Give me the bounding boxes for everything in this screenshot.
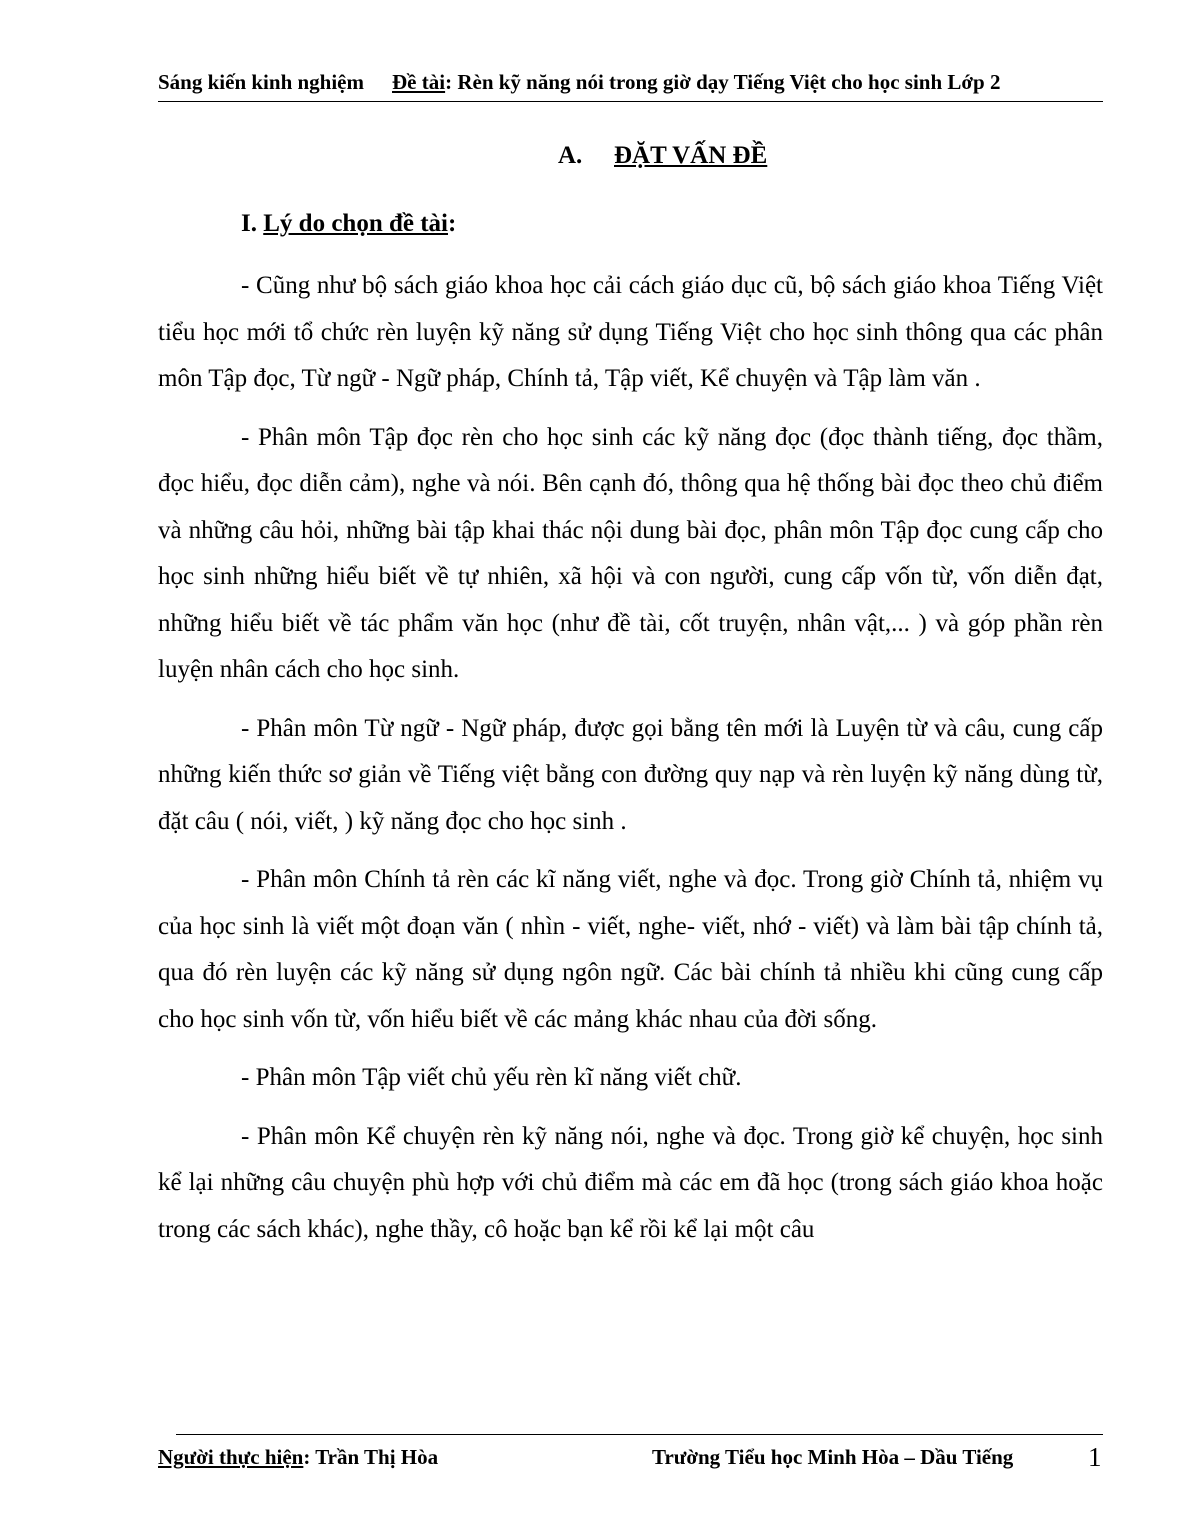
header-topic-text: : Rèn kỹ năng nói trong giờ dạy Tiếng Việt cho học sinh Lớp 2 xyxy=(445,70,1001,94)
page-footer xyxy=(158,1442,1103,1472)
footer-divider xyxy=(176,1434,1103,1435)
header-topic xyxy=(392,70,1000,94)
footer-author-name: : Trần Thị Hòa xyxy=(303,1445,439,1469)
subsection-number: I. xyxy=(241,210,264,237)
footer-author-label: Người thực hiện xyxy=(158,1445,304,1469)
section-number: A. xyxy=(558,142,583,169)
footer-author xyxy=(158,1445,438,1469)
header-doc-type: Sáng kiến kinh nghiệm xyxy=(158,70,365,94)
footer-school: Trường Tiểu học Minh Hòa – Dầu Tiếng xyxy=(652,1445,1014,1469)
subsection-colon: : xyxy=(448,210,457,237)
paragraph: - Phân môn Chính tả rèn các kĩ năng viết, nghe và đọc. Trong giờ Chính tả, nhiệm vụ của học sinh là viết một đoạn văn ( nhìn - viết, nghe- viết, nhớ - viết) và làm bài tập chính tả, qua đó rèn luyện các kỹ năng sử dụng ngôn ngữ. Các bài chính tả nhiều khi cũng cung cấp cho học sinh vốn từ, vốn hiểu biết về các mảng khác nhau của đời sống. xyxy=(158,866,1103,1033)
subsection-title: Lý do chọn đề tài xyxy=(263,210,448,237)
paragraph: - Phân môn Tập đọc rèn cho học sinh các kỹ năng đọc (đọc thành tiếng, đọc thầm, đọc hiểu, đọc diễn cảm), nghe và nói. Bên cạnh đó, thông qua hệ thống bài đọc theo chủ điểm và những câu hỏi, những bài tập khai thác nội dung bài đọc, phân môn Tập đọc cung cấp cho học sinh những hiểu biết về tự nhiên, xã hội và con người, cung cấp vốn từ, vốn diễn đạt, những hiểu biết về tác phẩm văn học (như đề tài, cốt truyện, nhân vật,... ) và góp phần rèn luyện nhân cách cho học sinh. xyxy=(158,423,1103,683)
body-text xyxy=(158,263,1103,1265)
paragraph: - Phân môn Tập viết chủ yếu rèn kĩ năng viết chữ. xyxy=(241,1064,742,1091)
paragraph: - Phân môn Kể chuyện rèn kỹ năng nói, nghe và đọc. Trong giờ kể chuyện, học sinh kể lại những câu chuyện phù hợp với chủ điểm mà các em đã học (trong sách giáo khoa hoặc trong các sách khác), nghe thầy, cô hoặc bạn kể rồi kể lại một câu xyxy=(158,1122,1103,1243)
paragraph: - Phân môn Từ ngữ - Ngữ pháp, được gọi bằng tên mới là Luyện từ và câu, cung cấp những kiến thức sơ giản về Tiếng việt bằng con đường quy nạp và rèn luyện kỹ năng dùng từ, đặt câu ( nói, viết, ) kỹ năng đọc cho học sinh . xyxy=(158,714,1103,835)
page-header xyxy=(158,70,1103,102)
section-heading xyxy=(558,142,767,170)
page-number: 1 xyxy=(1088,1442,1102,1472)
paragraph: - Cũng như bộ sách giáo khoa học cải cách giáo dục cũ, bộ sách giáo khoa Tiếng Việt tiểu học mới tổ chức rèn luyện kỹ năng sử dụng Tiếng Việt cho học sinh thông qua các phân môn Tập đọc, Từ ngữ - Ngữ pháp, Chính tả, Tập viết, Kể chuyện và Tập làm văn . xyxy=(158,272,1103,392)
header-topic-label: Đề tài xyxy=(392,70,446,94)
section-title: ĐẶT VẤN ĐỀ xyxy=(614,142,768,169)
subsection-heading xyxy=(241,210,456,238)
